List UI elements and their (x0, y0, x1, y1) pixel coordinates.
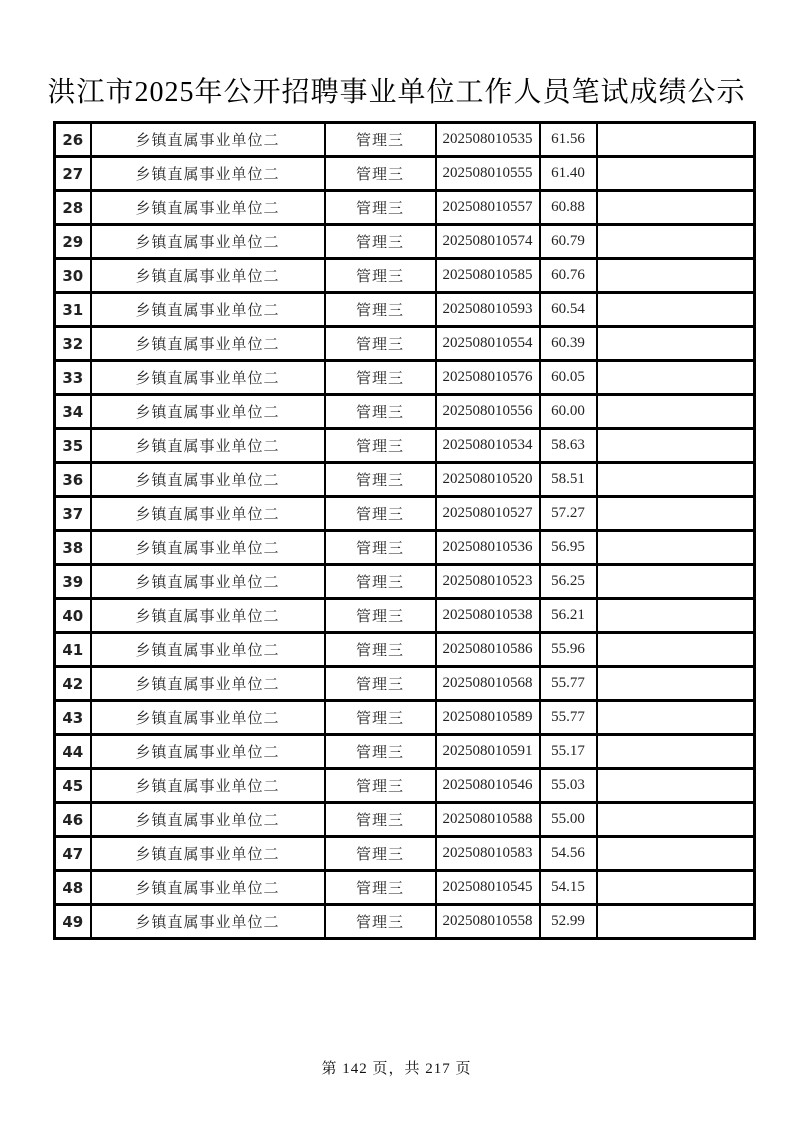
score-cell: 60.88 (540, 191, 597, 225)
unit-cell: 乡镇直属事业单位二 (91, 463, 325, 497)
table-row (55, 327, 755, 361)
score-cell: 60.00 (540, 395, 597, 429)
row-number-cell: 34 (55, 395, 91, 429)
table-row (55, 259, 755, 293)
page-title: 洪江市2025年公开招聘事业单位工作人员笔试成绩公示 (47, 77, 746, 108)
ticket-cell: 202508010555 (436, 157, 540, 191)
score-cell: 54.15 (540, 871, 597, 905)
post-cell: 管理三 (325, 191, 436, 225)
unit-cell: 乡镇直属事业单位二 (91, 837, 325, 871)
unit-cell: 乡镇直属事业单位二 (91, 701, 325, 735)
post-cell: 管理三 (325, 293, 436, 327)
remark-cell (597, 565, 755, 599)
score-table (53, 121, 756, 940)
page-footer: 第 142 页，共 217 页 (321, 1061, 472, 1077)
ticket-cell: 202508010554 (436, 327, 540, 361)
remark-cell (597, 497, 755, 531)
row-number-cell: 43 (55, 701, 91, 735)
row-number-cell: 42 (55, 667, 91, 701)
unit-cell: 乡镇直属事业单位二 (91, 123, 325, 157)
remark-cell (597, 633, 755, 667)
remark-cell (597, 429, 755, 463)
unit-cell: 乡镇直属事业单位二 (91, 429, 325, 463)
ticket-cell: 202508010523 (436, 565, 540, 599)
remark-cell (597, 531, 755, 565)
post-cell: 管理三 (325, 905, 436, 939)
ticket-cell: 202508010556 (436, 395, 540, 429)
score-table-body (55, 123, 755, 939)
remark-cell (597, 293, 755, 327)
table-row (55, 395, 755, 429)
post-cell: 管理三 (325, 565, 436, 599)
row-number-cell: 30 (55, 259, 91, 293)
remark-cell (597, 599, 755, 633)
post-cell: 管理三 (325, 735, 436, 769)
remark-cell (597, 191, 755, 225)
ticket-cell: 202508010586 (436, 633, 540, 667)
score-cell: 56.21 (540, 599, 597, 633)
score-cell: 58.63 (540, 429, 597, 463)
row-number-cell: 36 (55, 463, 91, 497)
post-cell: 管理三 (325, 123, 436, 157)
score-cell: 60.79 (540, 225, 597, 259)
ticket-cell: 202508010534 (436, 429, 540, 463)
remark-cell (597, 225, 755, 259)
unit-cell: 乡镇直属事业单位二 (91, 327, 325, 361)
ticket-cell: 202508010557 (436, 191, 540, 225)
row-number-cell: 37 (55, 497, 91, 531)
ticket-cell: 202508010583 (436, 837, 540, 871)
row-number-cell: 27 (55, 157, 91, 191)
score-cell: 60.05 (540, 361, 597, 395)
ticket-cell: 202508010558 (436, 905, 540, 939)
score-cell: 56.95 (540, 531, 597, 565)
table-row (55, 837, 755, 871)
row-number-cell: 48 (55, 871, 91, 905)
post-cell: 管理三 (325, 803, 436, 837)
table-row (55, 769, 755, 803)
score-cell: 54.56 (540, 837, 597, 871)
remark-cell (597, 157, 755, 191)
post-cell: 管理三 (325, 361, 436, 395)
table-row (55, 225, 755, 259)
table-row (55, 599, 755, 633)
score-cell: 55.77 (540, 701, 597, 735)
post-cell: 管理三 (325, 871, 436, 905)
row-number-cell: 41 (55, 633, 91, 667)
post-cell: 管理三 (325, 259, 436, 293)
score-cell: 60.39 (540, 327, 597, 361)
remark-cell (597, 837, 755, 871)
row-number-cell: 35 (55, 429, 91, 463)
ticket-cell: 202508010574 (436, 225, 540, 259)
unit-cell: 乡镇直属事业单位二 (91, 905, 325, 939)
remark-cell (597, 395, 755, 429)
post-cell: 管理三 (325, 225, 436, 259)
post-cell: 管理三 (325, 531, 436, 565)
unit-cell: 乡镇直属事业单位二 (91, 871, 325, 905)
unit-cell: 乡镇直属事业单位二 (91, 293, 325, 327)
score-cell: 55.03 (540, 769, 597, 803)
post-cell: 管理三 (325, 769, 436, 803)
remark-cell (597, 905, 755, 939)
remark-cell (597, 259, 755, 293)
unit-cell: 乡镇直属事业单位二 (91, 803, 325, 837)
table-row (55, 429, 755, 463)
table-row (55, 157, 755, 191)
table-row (55, 531, 755, 565)
unit-cell: 乡镇直属事业单位二 (91, 531, 325, 565)
score-cell: 55.00 (540, 803, 597, 837)
ticket-cell: 202508010588 (436, 803, 540, 837)
score-cell: 56.25 (540, 565, 597, 599)
post-cell: 管理三 (325, 837, 436, 871)
row-number-cell: 38 (55, 531, 91, 565)
ticket-cell: 202508010593 (436, 293, 540, 327)
unit-cell: 乡镇直属事业单位二 (91, 667, 325, 701)
unit-cell: 乡镇直属事业单位二 (91, 565, 325, 599)
score-cell: 55.96 (540, 633, 597, 667)
unit-cell: 乡镇直属事业单位二 (91, 769, 325, 803)
post-cell: 管理三 (325, 701, 436, 735)
post-cell: 管理三 (325, 327, 436, 361)
row-number-cell: 40 (55, 599, 91, 633)
row-number-cell: 28 (55, 191, 91, 225)
row-number-cell: 26 (55, 123, 91, 157)
score-cell: 55.77 (540, 667, 597, 701)
table-row (55, 905, 755, 939)
remark-cell (597, 667, 755, 701)
row-number-cell: 49 (55, 905, 91, 939)
ticket-cell: 202508010589 (436, 701, 540, 735)
score-cell: 61.56 (540, 123, 597, 157)
post-cell: 管理三 (325, 157, 436, 191)
ticket-cell: 202508010546 (436, 769, 540, 803)
post-cell: 管理三 (325, 599, 436, 633)
unit-cell: 乡镇直属事业单位二 (91, 191, 325, 225)
post-cell: 管理三 (325, 395, 436, 429)
unit-cell: 乡镇直属事业单位二 (91, 633, 325, 667)
post-cell: 管理三 (325, 633, 436, 667)
ticket-cell: 202508010520 (436, 463, 540, 497)
unit-cell: 乡镇直属事业单位二 (91, 361, 325, 395)
table-row (55, 565, 755, 599)
table-row (55, 361, 755, 395)
row-number-cell: 29 (55, 225, 91, 259)
ticket-cell: 202508010585 (436, 259, 540, 293)
score-cell: 58.51 (540, 463, 597, 497)
ticket-cell: 202508010591 (436, 735, 540, 769)
ticket-cell: 202508010545 (436, 871, 540, 905)
row-number-cell: 46 (55, 803, 91, 837)
score-cell: 52.99 (540, 905, 597, 939)
remark-cell (597, 361, 755, 395)
table-row (55, 701, 755, 735)
row-number-cell: 31 (55, 293, 91, 327)
remark-cell (597, 735, 755, 769)
unit-cell: 乡镇直属事业单位二 (91, 735, 325, 769)
remark-cell (597, 803, 755, 837)
table-row (55, 497, 755, 531)
score-cell: 57.27 (540, 497, 597, 531)
unit-cell: 乡镇直属事业单位二 (91, 497, 325, 531)
remark-cell (597, 123, 755, 157)
ticket-cell: 202508010576 (436, 361, 540, 395)
remark-cell (597, 701, 755, 735)
unit-cell: 乡镇直属事业单位二 (91, 225, 325, 259)
post-cell: 管理三 (325, 463, 436, 497)
row-number-cell: 44 (55, 735, 91, 769)
table-row (55, 191, 755, 225)
score-cell: 60.54 (540, 293, 597, 327)
post-cell: 管理三 (325, 667, 436, 701)
score-cell: 61.40 (540, 157, 597, 191)
ticket-cell: 202508010568 (436, 667, 540, 701)
remark-cell (597, 769, 755, 803)
table-row (55, 293, 755, 327)
table-row (55, 667, 755, 701)
table-row (55, 871, 755, 905)
table-row (55, 633, 755, 667)
table-row (55, 735, 755, 769)
remark-cell (597, 463, 755, 497)
score-cell: 60.76 (540, 259, 597, 293)
table-row (55, 803, 755, 837)
row-number-cell: 32 (55, 327, 91, 361)
table-row (55, 463, 755, 497)
unit-cell: 乡镇直属事业单位二 (91, 395, 325, 429)
row-number-cell: 33 (55, 361, 91, 395)
remark-cell (597, 871, 755, 905)
unit-cell: 乡镇直属事业单位二 (91, 259, 325, 293)
table-row (55, 123, 755, 157)
post-cell: 管理三 (325, 497, 436, 531)
unit-cell: 乡镇直属事业单位二 (91, 599, 325, 633)
row-number-cell: 45 (55, 769, 91, 803)
row-number-cell: 39 (55, 565, 91, 599)
remark-cell (597, 327, 755, 361)
ticket-cell: 202508010538 (436, 599, 540, 633)
score-cell: 55.17 (540, 735, 597, 769)
row-number-cell: 47 (55, 837, 91, 871)
ticket-cell: 202508010535 (436, 123, 540, 157)
ticket-cell: 202508010536 (436, 531, 540, 565)
unit-cell: 乡镇直属事业单位二 (91, 157, 325, 191)
post-cell: 管理三 (325, 429, 436, 463)
ticket-cell: 202508010527 (436, 497, 540, 531)
